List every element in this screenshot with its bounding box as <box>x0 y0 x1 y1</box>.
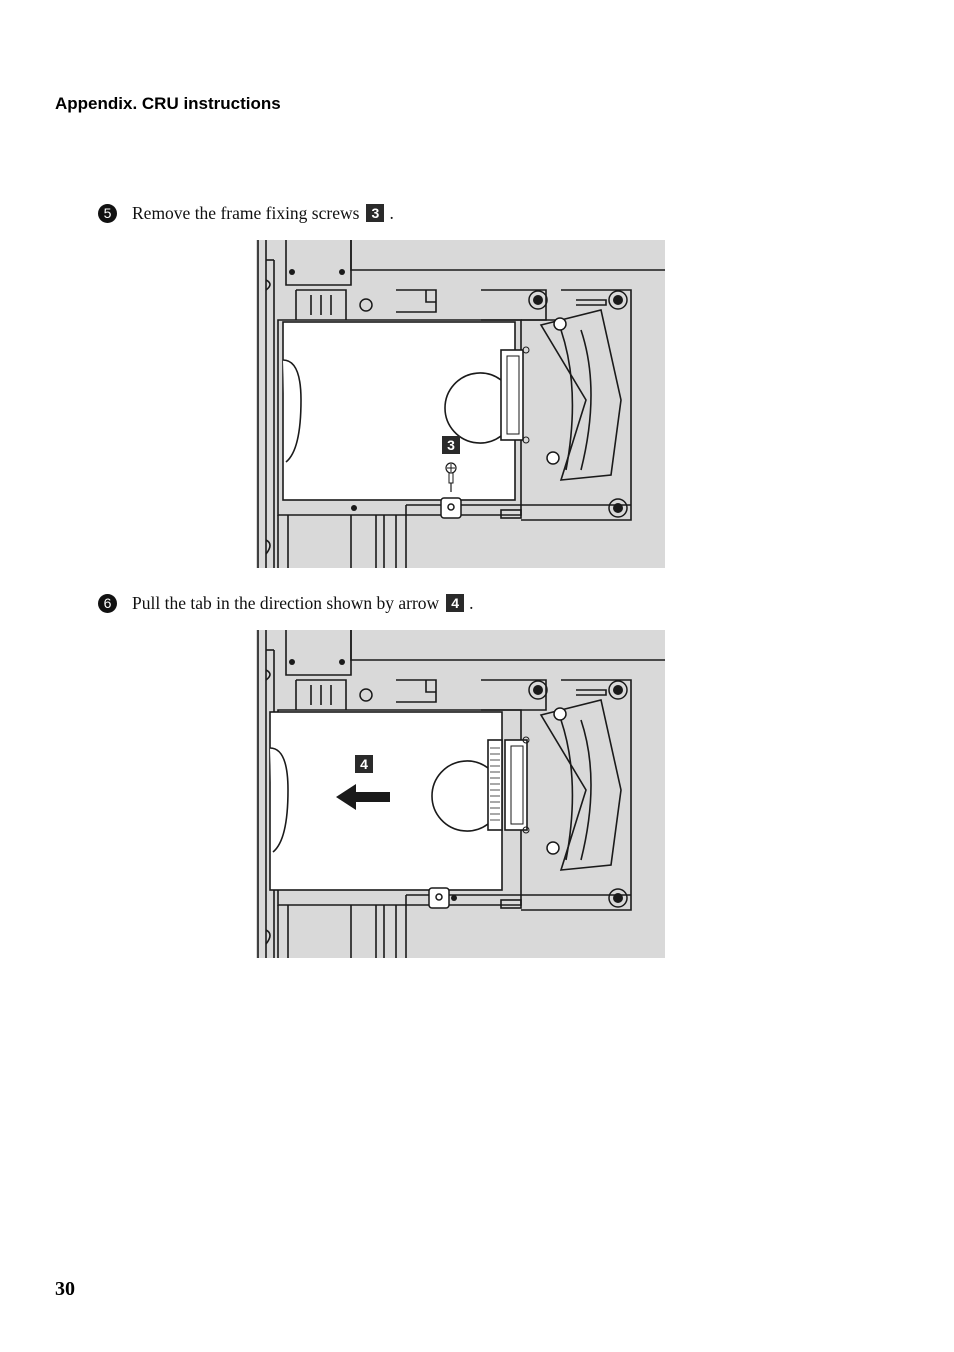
figure-remove-screws <box>256 240 665 568</box>
step-5 <box>98 202 394 224</box>
page-number: 30 <box>55 1278 75 1300</box>
step-number: 5 <box>98 204 117 223</box>
section-header: Appendix. CRU instructions <box>55 94 281 113</box>
callout-label: 3 <box>447 437 455 453</box>
step-number: 6 <box>98 594 117 613</box>
callout-badge: 4 <box>446 594 464 612</box>
step-text: Remove the frame fixing screws <box>132 202 360 223</box>
figure-pull-tab <box>256 630 665 958</box>
callout-label: 4 <box>360 756 368 772</box>
callout-badge: 3 <box>366 204 384 222</box>
step-period: . <box>469 592 474 613</box>
step-period: . <box>389 202 394 223</box>
step-text: Pull the tab in the direction shown by arrow <box>132 592 440 613</box>
step-6 <box>98 592 474 614</box>
